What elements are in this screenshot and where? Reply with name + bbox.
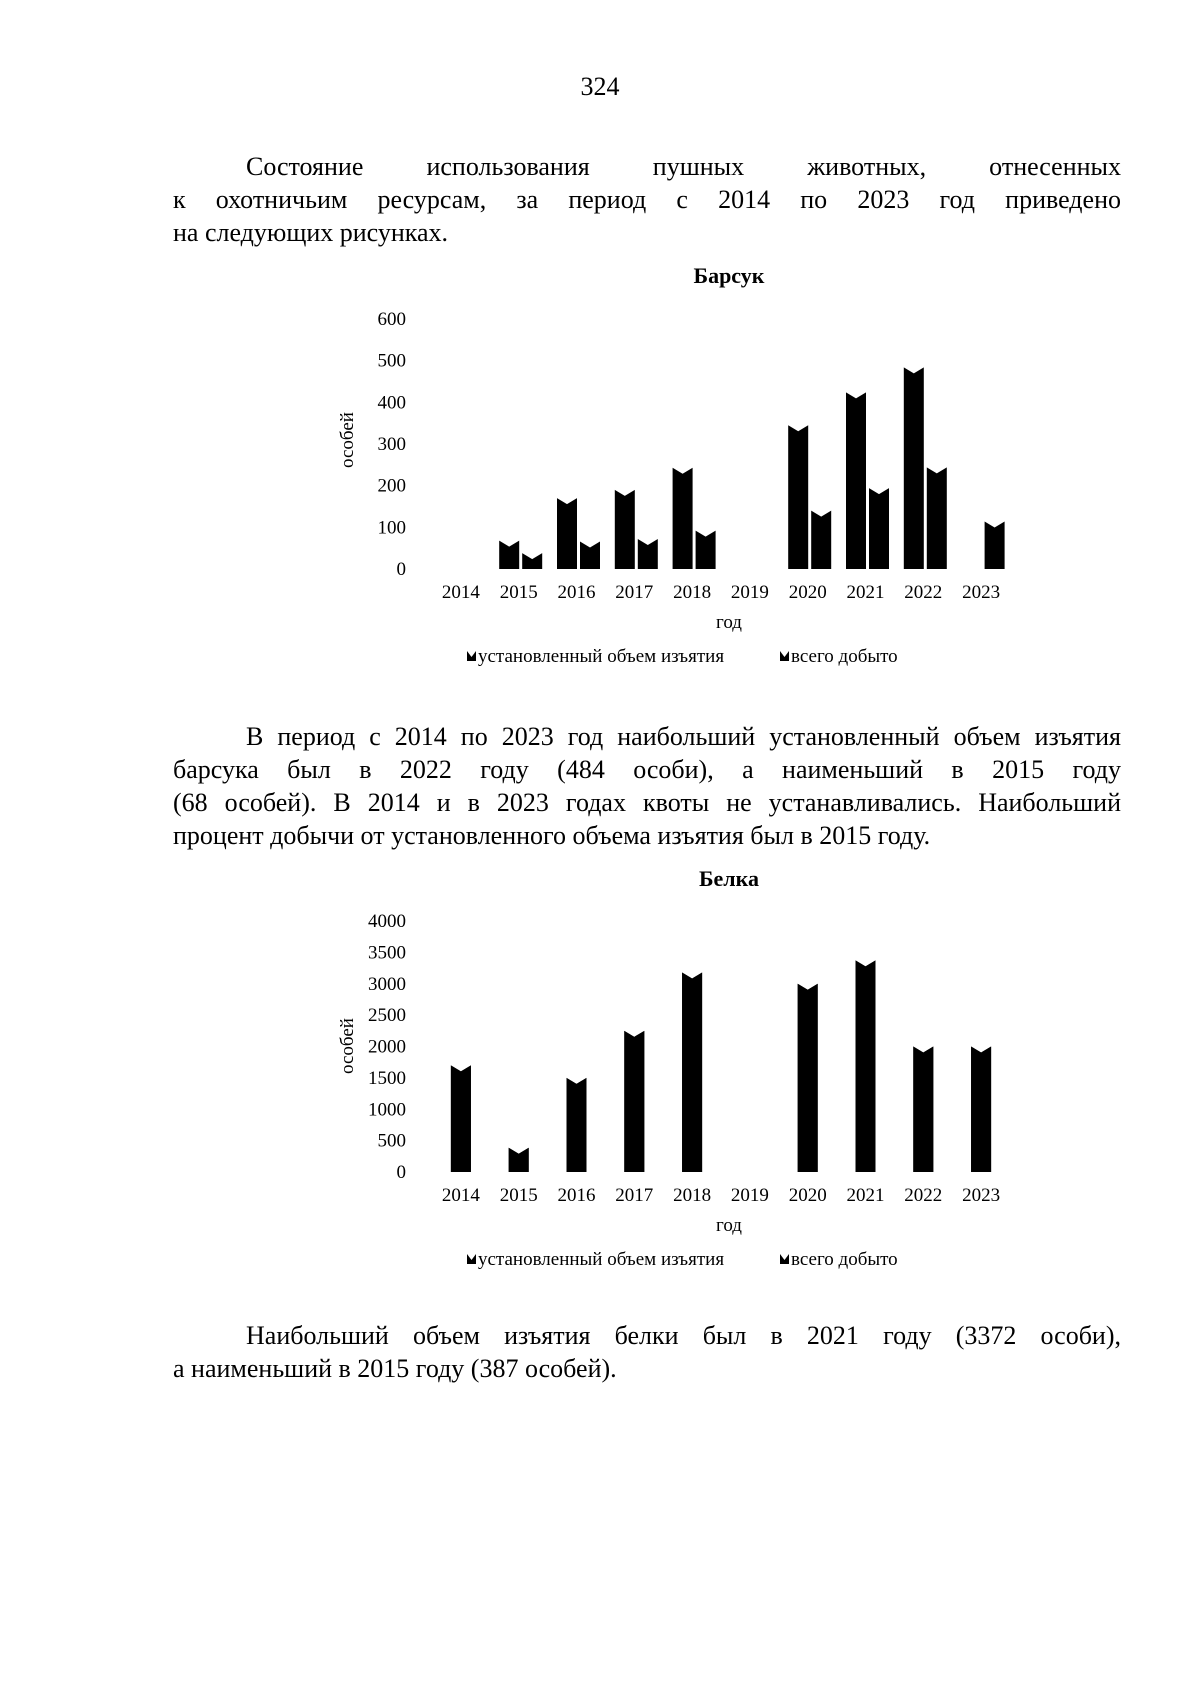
intro-line: Состояние использования пушных животных, отнесенных [246, 152, 1121, 181]
x-tick-label: 2020 [788, 1185, 827, 1206]
x-tick-label: 2021 [846, 582, 885, 603]
x-tick-label: 2022 [904, 582, 943, 603]
x-tick-label: 2017 [615, 1185, 654, 1206]
x-tick-label: 2017 [615, 582, 654, 603]
legend-swatch [467, 1254, 476, 1264]
badger-line: процент добычи от установленного объема изъятия был в 2015 году. [173, 821, 931, 850]
y-tick-label: 500 [377, 1130, 406, 1152]
bar-harvested [971, 1047, 991, 1173]
intro-line: на следующих рисунках. [173, 218, 449, 247]
y-tick-label: 0 [396, 559, 406, 580]
y-tick-label: 600 [377, 309, 406, 330]
legend-swatch [780, 1254, 789, 1264]
y-tick-label: 2500 [368, 1005, 406, 1027]
x-tick-label: 2014 [441, 1185, 480, 1206]
legend-label: всего добыто [791, 646, 898, 667]
x-tick-label: 2019 [730, 582, 769, 603]
bar-harvested [567, 1078, 587, 1172]
x-tick-label: 2014 [441, 582, 480, 603]
squirrel-line: а наименьший в 2015 году (387 особей). [173, 1354, 617, 1383]
legend-label: установленный объем изъятия [478, 646, 725, 667]
page-number: 324 [580, 72, 620, 101]
y-tick-label: 300 [377, 434, 406, 455]
bar-harvested [856, 960, 876, 1172]
y-tick-label: 200 [377, 475, 406, 497]
bar-harvested [509, 1148, 529, 1172]
x-axis-label: год [716, 1215, 742, 1236]
y-tick-label: 100 [377, 517, 406, 539]
x-axis-label: год [716, 612, 742, 633]
x-tick-label: 2018 [673, 582, 712, 603]
badger-line: В период с 2014 по 2023 год наибольший установленный объем изъятия [246, 722, 1121, 751]
legend-label: установленный объем изъятия [478, 1249, 725, 1270]
badger-line: барсука был в 2022 году (484 особи), а наименьший в 2015 году [173, 755, 1121, 784]
x-tick-label: 2015 [499, 1185, 538, 1206]
x-tick-label: 2016 [557, 582, 596, 603]
bar-harvested [798, 984, 818, 1172]
y-tick-label: 2000 [368, 1036, 406, 1058]
y-tick-label: 500 [377, 350, 406, 372]
bar-harvested [624, 1031, 644, 1172]
y-axis-label: особей [337, 1018, 358, 1074]
badger-line: (68 особей). В 2014 и в 2023 годах квоты не устанавливались. Наибольший [173, 788, 1121, 817]
x-tick-label: 2019 [730, 1185, 769, 1206]
chart-title: Белка [699, 866, 759, 891]
x-tick-label: 2023 [962, 582, 1001, 603]
x-tick-label: 2016 [557, 1185, 596, 1206]
x-tick-label: 2018 [673, 1185, 712, 1206]
bar-harvested [451, 1065, 471, 1172]
squirrel-paragraph [173, 1319, 1121, 1385]
y-tick-label: 400 [377, 392, 406, 414]
squirrel-line: Наибольший объем изъятия белки был в 2021 году (3372 особи), [246, 1321, 1121, 1350]
y-tick-label: 1500 [368, 1067, 406, 1089]
chart-title: Барсук [693, 263, 765, 288]
x-tick-label: 2021 [846, 1185, 885, 1206]
x-tick-label: 2020 [788, 582, 827, 603]
y-tick-label: 1000 [368, 1099, 406, 1121]
x-tick-label: 2023 [962, 1185, 1001, 1206]
legend-label: всего добыто [791, 1249, 898, 1270]
y-tick-label: 3500 [368, 942, 406, 964]
y-tick-label: 0 [396, 1162, 406, 1183]
bar-harvested [682, 972, 702, 1172]
y-tick-label: 4000 [368, 911, 406, 932]
x-tick-label: 2015 [499, 582, 538, 603]
intro-line: к охотничьим ресурсам, за период с 2014 по 2023 год приведено [173, 185, 1121, 214]
bar-harvested [913, 1047, 933, 1173]
x-tick-label: 2022 [904, 1185, 943, 1206]
y-tick-label: 3000 [368, 973, 406, 995]
y-axis-label: особей [337, 412, 358, 468]
